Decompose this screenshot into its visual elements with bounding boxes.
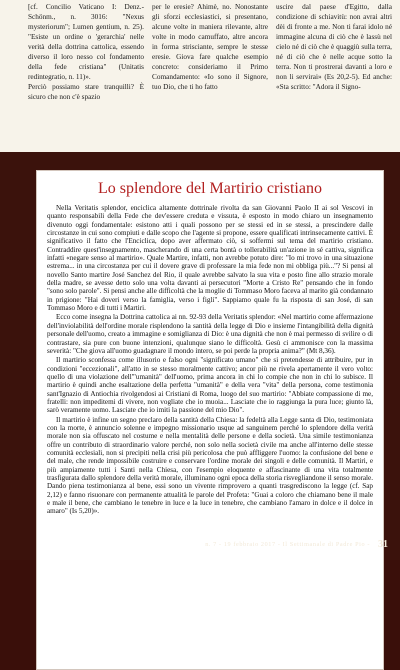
column-3 bbox=[276, 2, 392, 152]
article-paragraph-4: Il martirio è infine un segno preclaro della santità della Chiesa: la fedeltà alla Legge santa di Dio, testimoniata con la morte, è annuncio solenne e impegno missionario usque ad sanguinem perché lo splendore della verità morale non sia offuscato nel costume e nella mentalità delle persone e della società. Una simile testimonianza offre un contributo di straordinario valore perché, non solo nella società civile ma anche all'interno delle stesse comunità ecclesiali, non si precipiti nella crisi più pericolosa che può affliggere l'uomo: la confusione del bene e del male, che rende impossibile costruire e conservare l'ordine morale dei singoli e delle comunità. Il Martiri, e più ampiamente tutti i Santi nella Chiesa, con l'esempio eloquente e affascinante di una vita totalmente trasfigurata dallo splendore della verità morale, illuminano ogni epoca della storia risvegliandone il senso morale. Dando piena testimonianza al bene, essi sono un vivente rimprovero a quanti trasgrediscono la legge (cf. Sap 2,12) e fanno risuonare con permanente attualità le parole del Profeta: "Guai a coloro che chiamano bene il male e male il bene, che cambiano le tenebre in luce e la luce in tenebre, che cambiano l'amaro in dolce e il dolce in amaro" (Is 5,20)». bbox=[47, 415, 373, 516]
footer-text: n. 7 - 19 febbraio 2017 - Il Settimanale di Padre Pio - bbox=[205, 540, 370, 548]
column-3-text: uscire dal paese d'Egitto, dalla condizione di schiavitù: non avrai altri dèi di fronte a me. Non ti farai idolo né immagine alcuna di ciò che è lassù nel cielo né di ciò che è quaggiù sulla terra, né di ciò che è nelle acque sotto la terra. Non ti prostrerai davanti a loro e non li servirai» (Es 20,2-5). Ed anche: «Sta scritto: "Adora il Signo- bbox=[276, 3, 392, 91]
article-paragraph-3: Il martirio sconfessa come illusorio e falso ogni "significato umano" che si pretendesse di attribuire, pur in condizioni "eccezionali", all'atto in se stesso moralmente cattivo; ancor più ne rivela apertamente il vero volto: quello di una violazione dell'"umanità" dell'uomo, prima ancora in chi lo compie che non in chi lo subisce. Il martirio è quindi anche esaltazione della perfetta "umanità" e della vera "vita" della persona, come testimonia sant'Ignazio di Antiochia rivolgendosi ai Cristiani di Roma, luogo del suo martirio: "Abbiate compassione di me, fratelli: non impeditemi di vivere, non vogliate che io muoia... Lasciate che io raggiunga la pura luce; giunto là, sarò veramente uomo. Lasciate che io imiti la passione del mio Dio". bbox=[47, 356, 373, 415]
article-paragraph-2: Ecco come insegna la Dottrina cattolica ai nn. 92-93 della Veritatis splendor: «Nel martirio come affermazione dell'inviolabilità dell'ordine morale risplendono la santità della legge di Dio e insieme l'intangibilità della dignità personale dell'uomo, creato a immagine e somiglianza di Dio: è una dignità che non è mai permesso di svilire o di contrastare, sia pure con buone intenzioni, qualunque siano le difficoltà. Gesù ci ammonisce con la massima severità: "Che giova all'uomo guadagnare il mondo intero, se poi perde la propria anima?" (Mt 8,36). bbox=[47, 313, 373, 355]
column-1-paragraph-2: Perciò possiamo stare tranquilli? È sicuro che non c'è spazio bbox=[28, 83, 144, 101]
column-2 bbox=[152, 2, 268, 152]
top-text-section bbox=[0, 0, 400, 153]
column-1-paragraph-1: [cf. Concilio Vaticano I: Denz.-Schönm., n. 3016: "Nexus mysteriorum"; Lumen gentium, n. 25). "Esiste un ordine o 'gerarchia' nelle verità della dottrina cattolica, essendo diverso il loro nesso col fondamento della fede cristiana" (Unitatis redintegratio, n. 11)». bbox=[28, 3, 144, 81]
article-body bbox=[47, 204, 373, 516]
column-2-text: per le eresie? Ahimè, no. Nonostante gli sforzi ecclesiastici, si presentano, alcune volte in maniera rilevante, altre volte in modo camuffato, altre ancora in forma strisciante, sempre le stesse eresie. Giova fare qualche esempio concreto: consideriamo il Primo Comandamento: «Io sono il Signore, tuo Dio, che ti ho fatto bbox=[152, 3, 268, 91]
three-column-text bbox=[28, 2, 392, 152]
page-number: 31 bbox=[378, 538, 388, 550]
page-footer bbox=[36, 535, 388, 553]
article-box bbox=[36, 170, 384, 670]
article-paragraph-1: Nella Veritatis splendor, enciclica altamente dottrinale rivolta da san Giovanni Paolo II ai sol Vescovi in quanto responsabili della Fede che dev'essere creduta e vissuta, è esposto in modo chiaro un insegnamento divenuto oggi fondamentale: esistono atti i quali possono per se stessi ed in se stessi, a prescindere dalle circostanze in cui sono compiuti e dalle scopo che l'agente si propone, essere qualificati intrinsecamente cattivi. È significativo il fatto che l'Enciclica, dopo aver affermato ciò, si soffermi sul tema del martirio cristiano. Contraddire quest'insegnamento, mascherando di una certa bontà o tollerabilità un'azione in sé cattiva, significa infatti «negare senso al martirio». Quale Martire, infatti, non avrebbe potuto dire: "Io mi trovo in una situazione estrema... in una circostanza per cui il dovere grave di professare la mia fede non mi obbliga più..."? Si pensi al novello Santo martire José Sanchez del Rio, il quale avrebbe salvato la sua vita e posto fine allo strazio morale della madre, se avesse detto solo una volta davanti ai persecutori "Morte a Cristo Re" pensando che in fondo "sono solo parole". Si pensi anche alle difficoltà che la moglie di Tommaso Moro faceva al marito già condannato in prigione: "Hai doveri verso la famiglia, verso i figli". Sappiamo quale fu la risposta di san José, di san Tommaso Moro e di tutti i Martiri. bbox=[47, 204, 373, 313]
article-title: Lo splendore del Martirio cristiano bbox=[98, 180, 322, 197]
column-1 bbox=[28, 2, 144, 152]
article-section bbox=[0, 152, 400, 560]
